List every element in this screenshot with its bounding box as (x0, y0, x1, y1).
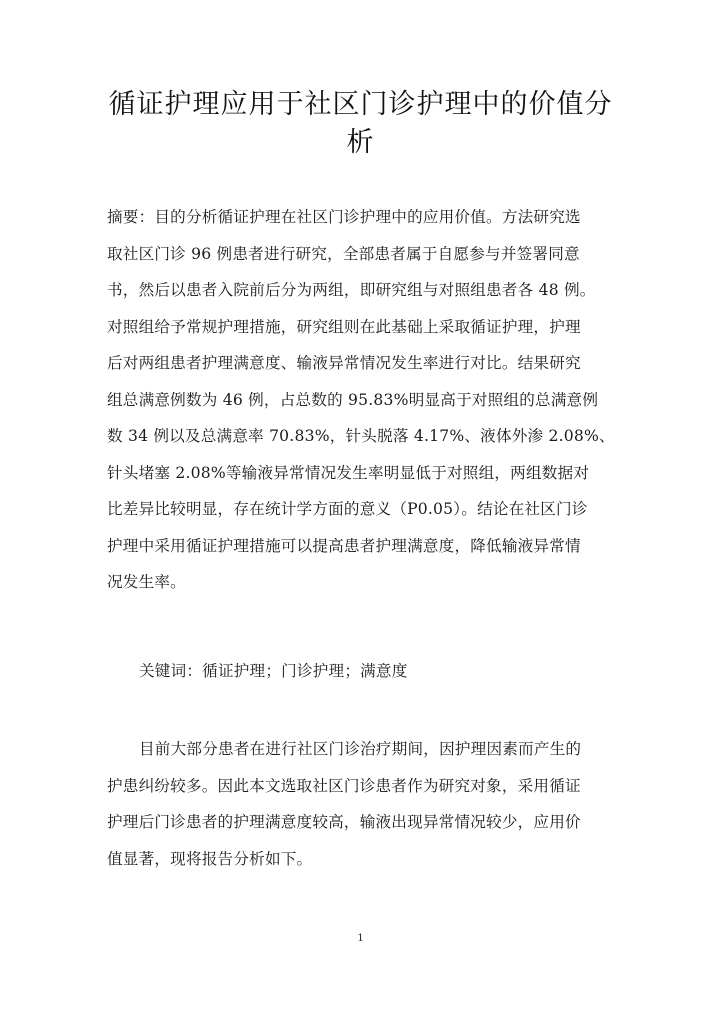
intro-line: 目前大部分患者在进行社区门诊治疗期间，因护理因素而产生的 (139, 740, 582, 758)
abstract-line: 况发生率。 (107, 573, 186, 591)
document-title (100, 86, 621, 162)
page-number: 1 (357, 933, 364, 944)
intro-line: 护理后门诊患者的护理满意度较高，输液出现异常情况较少，应用价 (107, 813, 581, 831)
keywords-line: 关键词：循证护理；门诊护理；满意度 (139, 662, 408, 680)
abstract-line: 取社区门诊 96 例患者进行研究，全部患者属于自愿参与并签署同意 (107, 244, 580, 263)
title-line-2: 析 (346, 127, 375, 158)
abstract-paragraph (107, 199, 617, 601)
title-line-1: 循证护理应用于社区门诊护理中的价值分 (108, 89, 613, 120)
intro-paragraph (107, 731, 617, 877)
abstract-line: 对照组给予常规护理措施，研究组则在此基础上采取循证护理，护理 (107, 317, 581, 336)
abstract-line: 组总满意例数为 46 例，占总数的 95.83%明显高于对照组的总满意例 (107, 390, 599, 409)
abstract-line: 后对两组患者护理满意度、输液异常情况发生率进行对比。结果研究 (107, 354, 581, 372)
abstract-line: 比差异比较明显，存在统计学方面的意义（P0.05）。结论在社区门诊 (107, 500, 588, 518)
abstract-line: 针头堵塞 2.08%等输液异常情况发生率明显低于对照组，两组数据对 (107, 463, 590, 482)
abstract-line: 书，然后以患者入院前后分为两组，即研究组与对照组患者各 48 例。 (107, 281, 596, 299)
intro-line: 护患纠纷较多。因此本文选取社区门诊患者作为研究对象，采用循证 (107, 776, 581, 795)
abstract-line: 护理中采用循证护理措施可以提高患者护理满意度，降低输液异常情 (107, 536, 581, 555)
abstract-line: 摘要：目的分析循证护理在社区门诊护理中的应用价值。方法研究选 (107, 208, 581, 226)
keywords-paragraph (107, 653, 617, 690)
intro-line: 值显著，现将报告分析如下。 (107, 849, 313, 868)
abstract-line: 数 34 例以及总满意率 70.83%，针头脱落 4.17%、液体外渗 2.08%、 (107, 427, 615, 445)
